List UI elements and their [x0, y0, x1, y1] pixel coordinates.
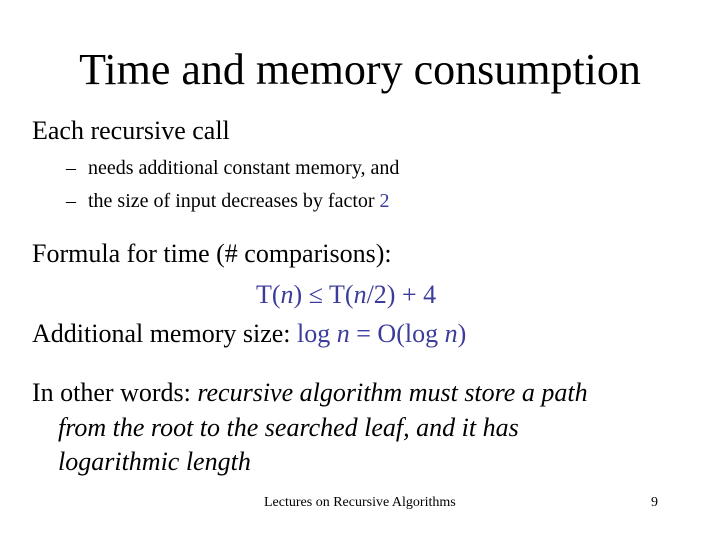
bullet-text: the size of input decreases by factor — [88, 190, 380, 212]
formula-part: log — [297, 319, 337, 348]
other-words-text: from the root to the searched leaf, and it has — [58, 413, 519, 442]
other-words-text: recursive algorithm must store a path — [197, 378, 588, 407]
factor-value: 2 — [379, 190, 390, 212]
other-words-line-1 — [32, 377, 588, 409]
footer-text: Lectures on Recursive Algorithms — [264, 495, 456, 510]
other-words-line-2 — [58, 412, 519, 444]
page-number: 9 — [651, 495, 658, 510]
formula-variable: n — [353, 280, 367, 309]
formula-part: /2) + 4 — [366, 280, 437, 309]
other-words-line-3 — [58, 446, 251, 478]
less-equal-symbol: ≤ — [308, 280, 323, 309]
dash-marker: – — [66, 190, 76, 212]
other-words-lead: In other words: — [32, 378, 198, 407]
formula-variable: n — [280, 280, 294, 309]
dash-marker: – — [66, 157, 76, 179]
formula-part: T( — [256, 280, 281, 309]
bullet-text: needs additional constant memory, and — [88, 157, 400, 179]
time-formula — [256, 279, 436, 311]
slide-title: Time and memory consumption — [79, 45, 641, 94]
formula-part: ) — [293, 280, 309, 309]
formula-part: T( — [323, 280, 354, 309]
formula-variable: n — [444, 319, 458, 348]
formula-part: ) — [457, 319, 467, 348]
bullet-item — [66, 188, 390, 214]
memory-formula — [297, 319, 466, 348]
formula-label: Formula for time (# comparisons): — [32, 239, 392, 268]
bullet-item — [66, 155, 399, 181]
intro-text: Each recursive call — [32, 116, 230, 145]
formula-variable: n — [336, 319, 350, 348]
formula-part: = O(log — [349, 319, 445, 348]
memory-line — [32, 318, 466, 350]
other-words-text: logarithmic length — [58, 447, 251, 476]
memory-label: Additional memory size: — [32, 319, 298, 348]
